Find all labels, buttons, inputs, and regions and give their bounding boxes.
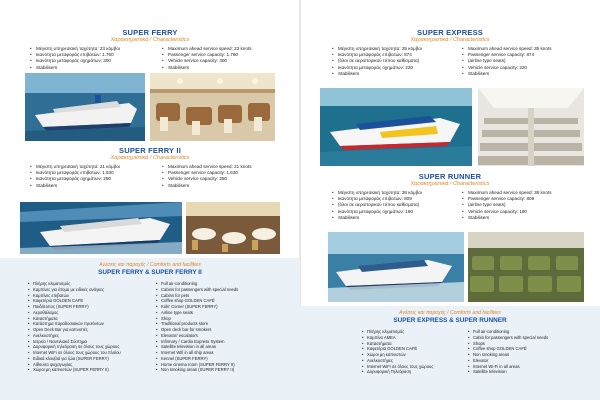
- left-amenities-en: [156, 281, 238, 373]
- super-runner-title: SUPER RUNNER: [418, 172, 482, 181]
- super-express-specs-gr: [332, 46, 422, 77]
- spec-item: • Ικανότητα μεταφοράς οχημάτων: 180: [332, 209, 422, 215]
- spec-item: • (όλοι σε αεροπορικού τύπου καθίσματα): [332, 202, 422, 208]
- super-ferry-ii-ship-photo: [20, 202, 182, 254]
- super-express-ship-photo: [320, 88, 472, 166]
- amenity-item: • Ιατρείο / Ναυτιλιακό Σύστημα: [28, 339, 121, 345]
- amenity-item: • Ανελκυστήρες: [362, 358, 433, 364]
- amenity-item: • Δορυφορική Τηλεόραση: [362, 369, 433, 375]
- amenity-item: • Open deck bar for smokers: [156, 327, 238, 333]
- super-ferry-specs-en: [162, 46, 252, 71]
- amenity-item: • Cabins for passengers with special needs: [156, 287, 238, 293]
- super-ferry-interior-photo: [150, 73, 275, 141]
- amenity-item: • Non smoking areas (SUPER FERRY II): [156, 367, 238, 373]
- amenity-item: • Κατάστημα παραδοσιακών προϊόντων: [28, 321, 121, 327]
- spec-item: • Ικανότητα μεταφοράς επιβατών: 1.630: [30, 170, 120, 176]
- amenity-item: • Καφετέρια GOLDEN CAFE: [28, 298, 121, 304]
- amenity-item: • Internet WiFi σε όλους τους χώρους του πλοίου: [28, 350, 121, 356]
- super-ferry-title: SUPER FERRY: [122, 28, 178, 37]
- spec-item: • (airline type seats): [462, 202, 552, 208]
- amenity-item: • Infirmary / Cardio Express System: [156, 339, 238, 345]
- amenity-item: • Καμπίνα ΑΜΕΑ: [362, 335, 433, 341]
- super-ferry-specs-gr: [30, 46, 120, 71]
- amenity-item: • Satellite television: [468, 369, 548, 375]
- spec-item: • Stabilisers: [162, 65, 252, 71]
- spec-item: • Maximum ahead service speed: 38 knots: [462, 190, 552, 196]
- amenity-item: • Non smoking areas: [468, 352, 548, 358]
- spec-item: • Ικανότητα μεταφοράς οχημάτων: 220: [332, 65, 422, 71]
- super-ferry-ii-subtitle: Χαρακτηριστικά / Characteristics: [110, 155, 190, 161]
- amenity-item: • Χώροι μη καπνιστών (SUPER FERRY II): [28, 367, 121, 373]
- amenity-item: • Internet Wifi in all ship areas: [156, 350, 238, 356]
- amenity-item: • Πλήρης κλιματισμός: [28, 281, 121, 287]
- spec-item: • Passenger service capacity: 1.630: [162, 170, 252, 176]
- super-ferry-ii-lounge-photo: [186, 202, 280, 254]
- spec-item: • Ικανότητα μεταφοράς επιβατών: 809: [332, 196, 422, 202]
- spec-item: • Ικανότητα μεταφοράς επιβατών: 874: [332, 52, 422, 58]
- super-runner-seating-photo: [468, 232, 584, 302]
- spec-item: • Μέγιστη υπηρεσιακή ταχύτητα: 21 κόμβοι: [30, 164, 120, 170]
- super-express-specs-en: [462, 46, 552, 77]
- amenity-item: • Home cinema room (SUPER FERRY II): [156, 362, 238, 368]
- amenity-item: • Αεροθάλαμος: [28, 310, 121, 316]
- super-ferry-ii-specs-en: [162, 164, 252, 189]
- amenity-item: • Χώροι μη καπνιστών: [362, 352, 433, 358]
- amenity-item: • Elevator: [468, 358, 548, 364]
- spec-item: • Μέγιστη υπηρεσιακή ταχύτητα: 35 κόμβοι: [332, 46, 422, 52]
- spec-item: • Stabilisers: [462, 71, 552, 77]
- super-runner-subtitle: Χαρακτηριστικά / Characteristics: [410, 181, 490, 187]
- super-ferry-ii-specs-gr: [30, 164, 120, 189]
- super-runner-specs-en: [462, 190, 552, 221]
- spec-item: • Ικανότητα μεταφοράς επιβατών: 1.760: [30, 52, 120, 58]
- spec-item: • Maximum ahead service speed: 35 knots: [462, 46, 552, 52]
- right-page: [300, 0, 600, 400]
- spec-item: • Maximum ahead service speed: 21 knots: [162, 164, 252, 170]
- spec-item: • Μέγιστη υπηρεσιακή ταχύτητα: 38 κόμβοι: [332, 190, 422, 196]
- amenity-item: • Shop: [156, 316, 238, 322]
- amenity-item: • Καφετέρια GOLDEN CAFÉ: [362, 346, 433, 352]
- amenity-item: • Elevator/ escalators: [156, 333, 238, 339]
- spec-item: • Stabilisers: [332, 71, 422, 77]
- amenity-item: • Παιδότοπος (SUPER FERRY): [28, 304, 121, 310]
- amenity-item: • Cabin for passengers with special needs: [468, 335, 548, 341]
- spec-item: • Stabilisers: [462, 215, 552, 221]
- spec-item: • Stabilisers: [332, 215, 422, 221]
- right-amenities-en: [468, 329, 548, 375]
- amenity-item: • Coffee shop GOLDEN CAFÉ: [468, 346, 548, 352]
- spec-item: • Μέγιστη υπηρεσιακή ταχύτητα: 23 κόμβοι: [30, 46, 120, 52]
- amenity-item: • Πλήρης κλιματισμός: [362, 329, 433, 335]
- left-amenities-gr: [28, 281, 121, 373]
- right-amenities-gr: [362, 329, 433, 375]
- super-ferry-ii-title: SUPER FERRY II: [119, 146, 181, 155]
- amenity-item: • Καμπίνες επιβατών: [28, 293, 121, 299]
- amenity-item: • Coffee shop GOLDEN CAFÉ: [156, 298, 238, 304]
- amenity-item: • Καταστήματα: [362, 341, 433, 347]
- spec-item: • Ικανότητα μεταφοράς οχημάτων: 250: [30, 176, 120, 182]
- super-runner-specs-gr: [332, 190, 422, 221]
- super-express-title: SUPER EXPRESS: [417, 28, 483, 37]
- spec-item: • Vehicle service capacity: 180: [462, 209, 552, 215]
- super-ferry-subtitle: Χαρακτηριστικά / Characteristics: [110, 37, 190, 43]
- super-ferry-ship-photo: [25, 73, 145, 141]
- amenity-item: • Open Deck Bar για καπνιστές: [28, 327, 121, 333]
- amenity-item: • Καταστήματα: [28, 316, 121, 322]
- amenity-item: • Shops: [468, 341, 548, 347]
- spec-item: • (airline type seats): [462, 58, 552, 64]
- spec-item: • Stabilisers: [30, 183, 120, 189]
- spec-item: • Stabilisers: [162, 183, 252, 189]
- amenity-item: • Traditional products store: [156, 321, 238, 327]
- spec-item: • Vehicle service capacity: 220: [462, 65, 552, 71]
- amenity-item: • Ειδικά κλουβιά για ζώα (SUPER FERRY): [28, 356, 121, 362]
- amenity-item: • Internet Wi-Fi in all areas: [468, 364, 548, 370]
- super-runner-ship-photo: [328, 232, 464, 302]
- amenity-item: • Full air-conditioning: [156, 281, 238, 287]
- spec-item: • Ικανότητα μεταφοράς οχημάτων: 300: [30, 58, 120, 64]
- amenity-item: • Airline type seats: [156, 310, 238, 316]
- left-comforts-title: SUPER FERRY & SUPER FERRY II: [98, 269, 202, 276]
- spec-item: • (όλοι σε αεροπορικού τύπου καθίσματα): [332, 58, 422, 64]
- super-express-subtitle: Χαρακτηριστικά / Characteristics: [410, 37, 490, 43]
- left-comforts-subtitle: Ανέσεις και παροχές / Comforts and facilities: [99, 262, 201, 268]
- amenity-item: • Satellite television in all areas: [156, 344, 238, 350]
- spec-item: • Vehicle service capacity: 300: [162, 58, 252, 64]
- amenity-item: • Δορυφορική τηλεόραση σε όλους τους χώρους: [28, 344, 121, 350]
- spec-item: • Stabilisers: [30, 65, 120, 71]
- amenity-item: • Kids' Corner (SUPER FERRY): [156, 304, 238, 310]
- spec-item: • Maximum ahead service speed: 23 knots: [162, 46, 252, 52]
- super-express-cabin-photo: [478, 88, 584, 166]
- amenity-item: • Internet WiFi σε όλους τους χώρους: [362, 364, 433, 370]
- amenity-item: • Αίθουσα ψυχαγωγίας: [28, 362, 121, 368]
- amenity-item: • Cabins for pets: [156, 293, 238, 299]
- spec-item: • Passenger service capacity: 874: [462, 52, 552, 58]
- amenity-item: • Kennel (SUPER FERRY): [156, 356, 238, 362]
- spec-item: • Passenger service capacity: 1.760: [162, 52, 252, 58]
- amenity-item: • Ανελκυστήρες: [28, 333, 121, 339]
- amenity-item: • Καμπίνες για άτομα με ειδικές ανάγκες: [28, 287, 121, 293]
- spec-item: • Vehicle service capacity: 250: [162, 176, 252, 182]
- right-comforts-title: SUPER EXPRESS & SUPER RUNNER: [393, 317, 507, 324]
- amenity-item: • Full air-conditioning: [468, 329, 548, 335]
- right-comforts-subtitle: Ανέσεις και παροχές / Comforts and facilities: [399, 310, 501, 316]
- spec-item: • Passenger service capacity: 809: [462, 196, 552, 202]
